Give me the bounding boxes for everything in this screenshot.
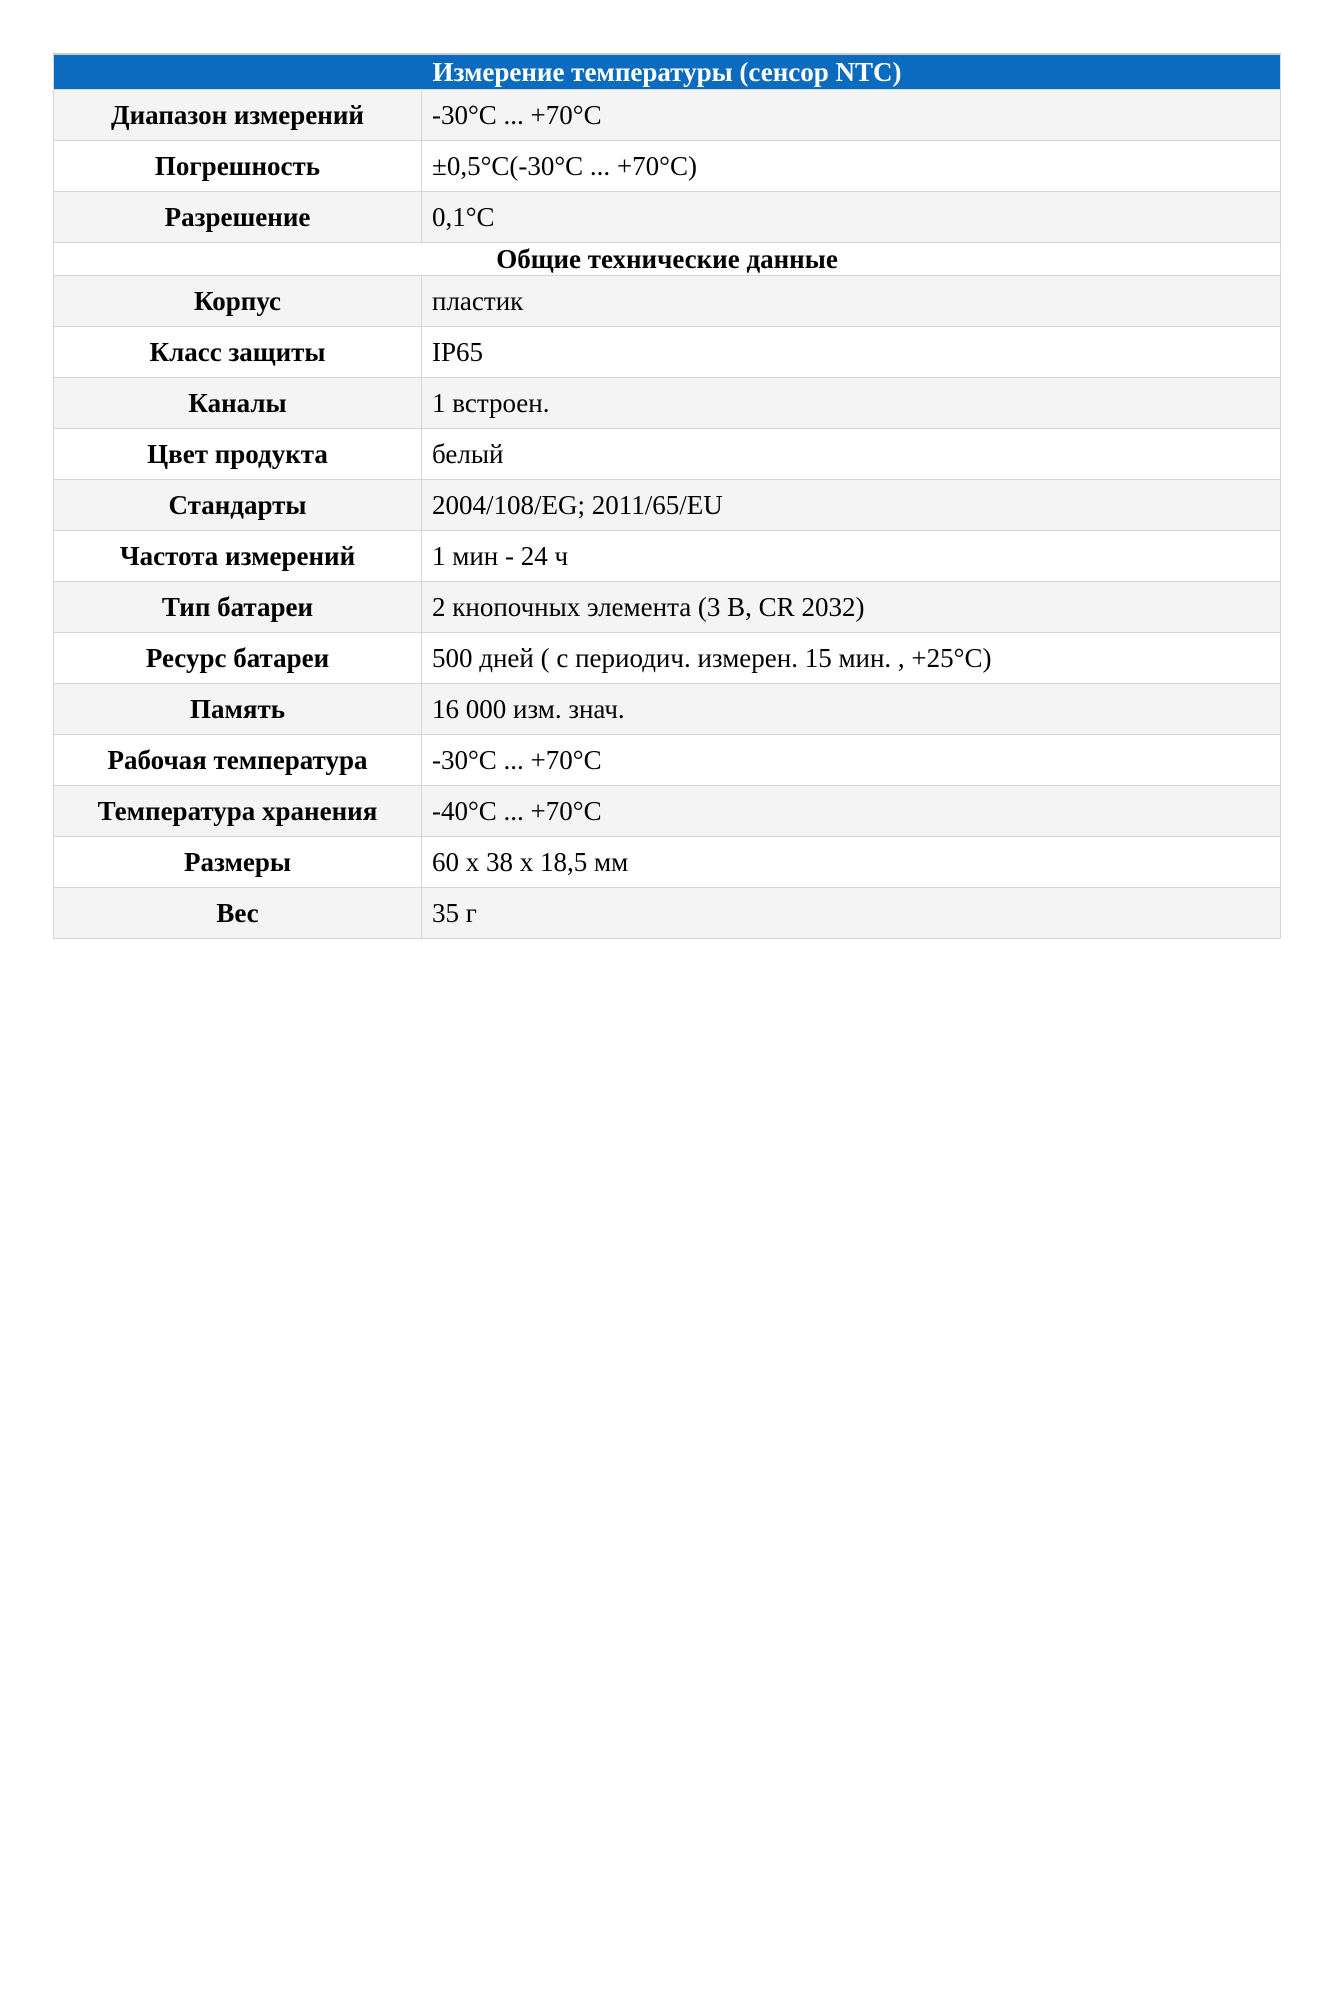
table-row — [54, 327, 1281, 378]
section-title: Измерение температуры (сенсор NTC) — [54, 54, 1281, 90]
table-row — [54, 480, 1281, 531]
row-value: 16 000 изм. знач. — [422, 684, 1281, 735]
row-label: Частота измерений — [54, 531, 422, 582]
row-label: Разрешение — [54, 192, 422, 243]
row-label: Класс защиты — [54, 327, 422, 378]
row-label: Цвет продукта — [54, 429, 422, 480]
row-value: 0,1°C — [422, 192, 1281, 243]
row-value: -30°C ... +70°C — [422, 735, 1281, 786]
table-row — [54, 582, 1281, 633]
row-value: 1 встроен. — [422, 378, 1281, 429]
row-value: ±0,5°C(-30°C ... +70°C) — [422, 141, 1281, 192]
row-value: -40°C ... +70°C — [422, 786, 1281, 837]
row-label: Корпус — [54, 276, 422, 327]
section-title: Общие технические данные — [54, 243, 1281, 276]
row-label: Память — [54, 684, 422, 735]
row-value: 2004/108/EG; 2011/65/EU — [422, 480, 1281, 531]
row-label: Температура хранения — [54, 786, 422, 837]
section-header-general — [54, 243, 1281, 276]
table-row — [54, 735, 1281, 786]
row-value: IP65 — [422, 327, 1281, 378]
table-row — [54, 192, 1281, 243]
row-label: Тип батареи — [54, 582, 422, 633]
table-row — [54, 633, 1281, 684]
table-row — [54, 378, 1281, 429]
row-label: Ресурс батареи — [54, 633, 422, 684]
row-value: 35 г — [422, 888, 1281, 939]
row-value: белый — [422, 429, 1281, 480]
row-value: 2 кнопочных элемента (3 В, CR 2032) — [422, 582, 1281, 633]
row-value: 60 x 38 x 18,5 мм — [422, 837, 1281, 888]
table-row — [54, 90, 1281, 141]
row-label: Размеры — [54, 837, 422, 888]
table-row — [54, 276, 1281, 327]
section-header-temperature — [54, 54, 1281, 90]
table-row — [54, 684, 1281, 735]
row-label: Каналы — [54, 378, 422, 429]
row-label: Вес — [54, 888, 422, 939]
row-label: Рабочая температура — [54, 735, 422, 786]
row-value: пластик — [422, 276, 1281, 327]
table-row — [54, 888, 1281, 939]
row-value: 500 дней ( с периодич. измерен. 15 мин. , +25°C) — [422, 633, 1281, 684]
row-value: 1 мин - 24 ч — [422, 531, 1281, 582]
row-label: Погрешность — [54, 141, 422, 192]
table-row — [54, 531, 1281, 582]
table-row — [54, 429, 1281, 480]
row-label: Стандарты — [54, 480, 422, 531]
row-value: -30°C ... +70°C — [422, 90, 1281, 141]
table-row — [54, 786, 1281, 837]
table-row — [54, 837, 1281, 888]
spec-table — [53, 53, 1281, 939]
table-row — [54, 141, 1281, 192]
row-label: Диапазон измерений — [54, 90, 422, 141]
